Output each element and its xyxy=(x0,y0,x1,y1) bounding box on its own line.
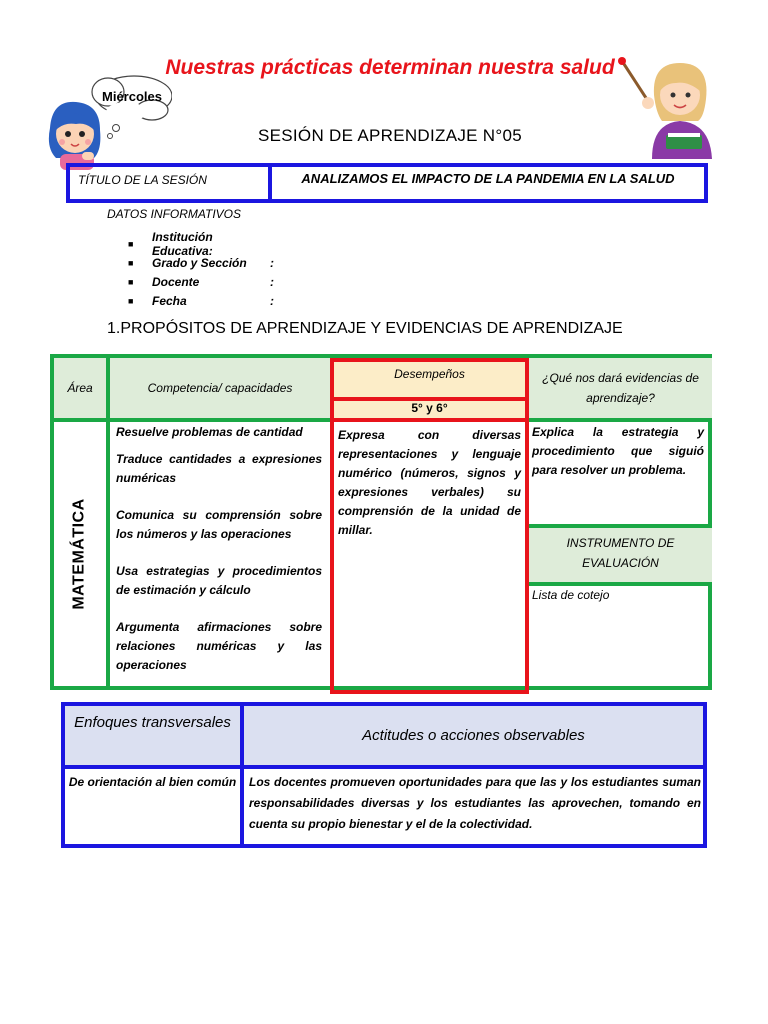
learning-purposes-table xyxy=(50,354,712,690)
datos-list xyxy=(128,229,282,310)
list-item xyxy=(128,291,282,310)
datos-label: Fecha xyxy=(152,293,187,308)
session-title-value: ANALIZAMOS EL IMPACTO DE LA PANDEMIA EN LA SALUD xyxy=(301,171,675,186)
competencia-item: Argumenta afirmaciones sobre relaciones numéricas y las operaciones xyxy=(116,620,322,672)
datos-label: Institución Educativa: xyxy=(152,229,213,258)
actitud-text: Los docentes promueven oportunidades para que las y los estudiantes suman responsabilidades diversas y los estudiantes las aprovechen, tomando en cuenta su propio bienestar y el de la colectividad. xyxy=(249,775,701,831)
datos-heading: DATOS INFORMATIVOS xyxy=(107,207,242,221)
header-desempenos: Desempeños xyxy=(334,362,525,397)
session-title-label: TÍTULO DE LA SESIÓN xyxy=(70,167,272,199)
area-value: MATEMÁTICA xyxy=(71,498,89,610)
bullet-icon: ■ xyxy=(128,295,134,306)
banner-title: Nuestras prácticas determinan nuestra salud xyxy=(165,56,615,79)
datos-label: Grado y Sección xyxy=(152,255,247,270)
datos-label: Docente xyxy=(152,274,200,289)
thought-bubble xyxy=(92,76,172,139)
area-cell xyxy=(54,422,106,686)
instrumento-heading: INSTRUMENTO DE EVALUACIÓN xyxy=(529,528,712,582)
bullet-icon: ■ xyxy=(128,238,134,249)
enfoques-table xyxy=(61,702,707,848)
day-label: Miércoles xyxy=(102,89,162,104)
competencia-item: Traduce cantidades a expresiones numéricas xyxy=(116,452,322,485)
competencias-cell xyxy=(116,423,322,693)
table-divider xyxy=(106,358,110,686)
datos-colon: : xyxy=(270,274,274,289)
evidencia-text: Explica la estrategia y procedimiento que siguió para resolver un problema. xyxy=(532,425,704,477)
header-evidencias: ¿Qué nos dará evidencias de aprendizaje? xyxy=(529,358,712,418)
desempenos-column xyxy=(330,358,529,694)
enfoques-header: Enfoques transversales xyxy=(65,706,240,765)
bullet-icon: ■ xyxy=(128,257,134,268)
competencia-item: Usa estrategias y procedimientos de estimación y cálculo xyxy=(116,564,322,597)
list-item xyxy=(128,229,282,258)
competencia-item: Resuelve problemas de cantidad xyxy=(116,425,303,439)
bullet-icon: ■ xyxy=(128,276,134,287)
header-area: Área xyxy=(54,358,106,418)
header-competencia: Competencia/ capacidades xyxy=(110,358,330,418)
enfoque-value: De orientación al bien común xyxy=(68,775,237,789)
table-divider xyxy=(240,706,244,844)
actitudes-header: Actitudes o acciones observables xyxy=(244,706,703,765)
girl-figure xyxy=(49,102,101,170)
datos-colon: : xyxy=(270,255,274,270)
section-1-heading: 1.PROPÓSITOS DE APRENDIZAJE Y EVIDENCIAS DE APRENDIZAJE xyxy=(107,320,623,337)
table-divider xyxy=(65,765,703,769)
list-item xyxy=(128,272,282,291)
competencia-item: Comunica su comprensión sobre los números y las operaciones xyxy=(116,508,322,541)
table-divider xyxy=(529,582,712,586)
student-girl-illustration xyxy=(42,70,172,170)
table-divider xyxy=(334,418,525,422)
list-item xyxy=(128,253,282,272)
session-title-box xyxy=(66,163,708,203)
table-divider xyxy=(529,418,712,422)
datos-colon: : xyxy=(270,293,274,308)
grade-label: 5° y 6° xyxy=(334,401,525,418)
instrumento-value: Lista de cotejo xyxy=(532,588,610,602)
desempeno-text: Expresa con diversas representaciones y lenguaje numérico (números, signos y expresiones verbales) su comprensión de la unidad de millar. xyxy=(338,428,521,537)
session-number-title: SESIÓN DE APRENDIZAJE N°05 xyxy=(257,126,522,145)
teacher-illustration xyxy=(618,55,728,160)
